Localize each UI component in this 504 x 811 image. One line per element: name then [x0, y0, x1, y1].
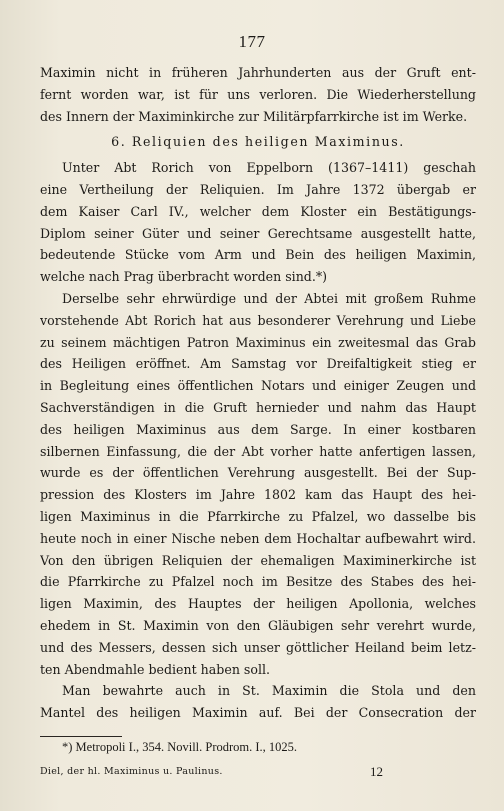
- text-line: ten Abendmahle bedient haben soll.: [40, 661, 271, 677]
- text-line: Derselbe sehr ehrwürdige und der Abtei mit großem Ruhme: [62, 290, 476, 306]
- text-line: ligen Maximinus in die Pfarrkirche zu Pfalzel, wo dasselbe bis: [40, 508, 476, 524]
- text-line: dem Kaiser Carl IV., welcher dem Kloster ein Bestätigungs-: [40, 203, 476, 219]
- text-line: ehedem in St. Maximin von den Gläubigen sehr verehrt wurde,: [40, 617, 476, 633]
- text-line: pression des Klosters im Jahre 1802 kam das Haupt des hei-: [40, 487, 476, 503]
- text-line: wurde es der öffentlichen Verehrung ausgestellt. Bei der Sup-: [40, 465, 476, 481]
- text-line: Von den übrigen Reliquien der ehemaligen Maximinerkirche ist: [40, 552, 476, 568]
- text-line: fernt worden war, ist für uns verloren. Die Wiederherstellung: [40, 86, 476, 102]
- text-line: und des Messers, dessen sich unser göttlicher Heiland beim letz-: [40, 639, 476, 655]
- text-line: Man bewahrte auch in St. Maximin die Stola und den: [62, 683, 476, 699]
- footnote-divider: [40, 736, 122, 737]
- section-heading: 6. Reliquien des heiligen Maximinus.: [111, 134, 405, 150]
- text-line: Maximin nicht in früheren Jahrhunderten aus der Gruft ent-: [40, 65, 476, 80]
- text-line: Mantel des heiligen Maximin auf. Bei der Consecration der: [40, 705, 476, 721]
- text-line: Sachverständigen in die Gruft hernieder und nahm das Haupt: [40, 399, 476, 415]
- page-number: 177: [238, 32, 266, 51]
- text-line: ligen Maximin, des Hauptes der heiligen Apollonia, welches: [40, 596, 476, 612]
- text-line: Diplom seiner Güter und seiner Gerechtsame ausgestellt hatte,: [40, 225, 476, 241]
- text-line: bedeutende Stücke vom Arm und Bein des heiligen Maximin,: [40, 247, 476, 263]
- text-line: vorstehende Abt Rorich hat aus besonderer Verehrung und Liebe: [40, 312, 476, 328]
- text-line: des heiligen Maximinus aus dem Sarge. In einer kostbaren: [40, 421, 476, 437]
- text-line: zu seinem mächtigen Patron Maximinus ein zweitesmal das Grab: [40, 334, 476, 350]
- text-line: silbernen Einfassung, die der Abt vorher hatte anfertigen lassen,: [40, 443, 476, 459]
- text-line: eine Vertheilung der Reliquien. Im Jahre 1372 übergab er: [40, 181, 476, 197]
- body-text: [40, 62, 476, 724]
- printer-signature: [40, 764, 476, 782]
- text-line: welche nach Prag überbracht worden sind.*): [40, 269, 328, 285]
- signature-title: Diel, der hl. Maximinus u. Paulinus.: [40, 766, 223, 777]
- text-line: Unter Abt Rorich von Eppelborn (1367–1411) geschah: [62, 160, 476, 176]
- signature-number: 12: [370, 764, 383, 779]
- text-line: in Begleitung eines öffentlichen Notars und einiger Zeugen und: [40, 378, 476, 394]
- footnote: *) Metropoli I., 354. Novill. Prodrom. I., 1025.: [62, 740, 298, 754]
- text-line: des Innern der Maximinkirche zur Militärpfarrkirche ist im Werke.: [40, 108, 468, 124]
- text-line: heute noch in einer Nische neben dem Hochaltar aufbewahrt wird.: [40, 530, 476, 546]
- text-line: des Heiligen eröffnet. Am Samstag vor Dreifaltigkeit stieg er: [40, 356, 476, 372]
- text-line: die Pfarrkirche zu Pfalzel noch im Besitze des Stabes des hei-: [40, 574, 476, 590]
